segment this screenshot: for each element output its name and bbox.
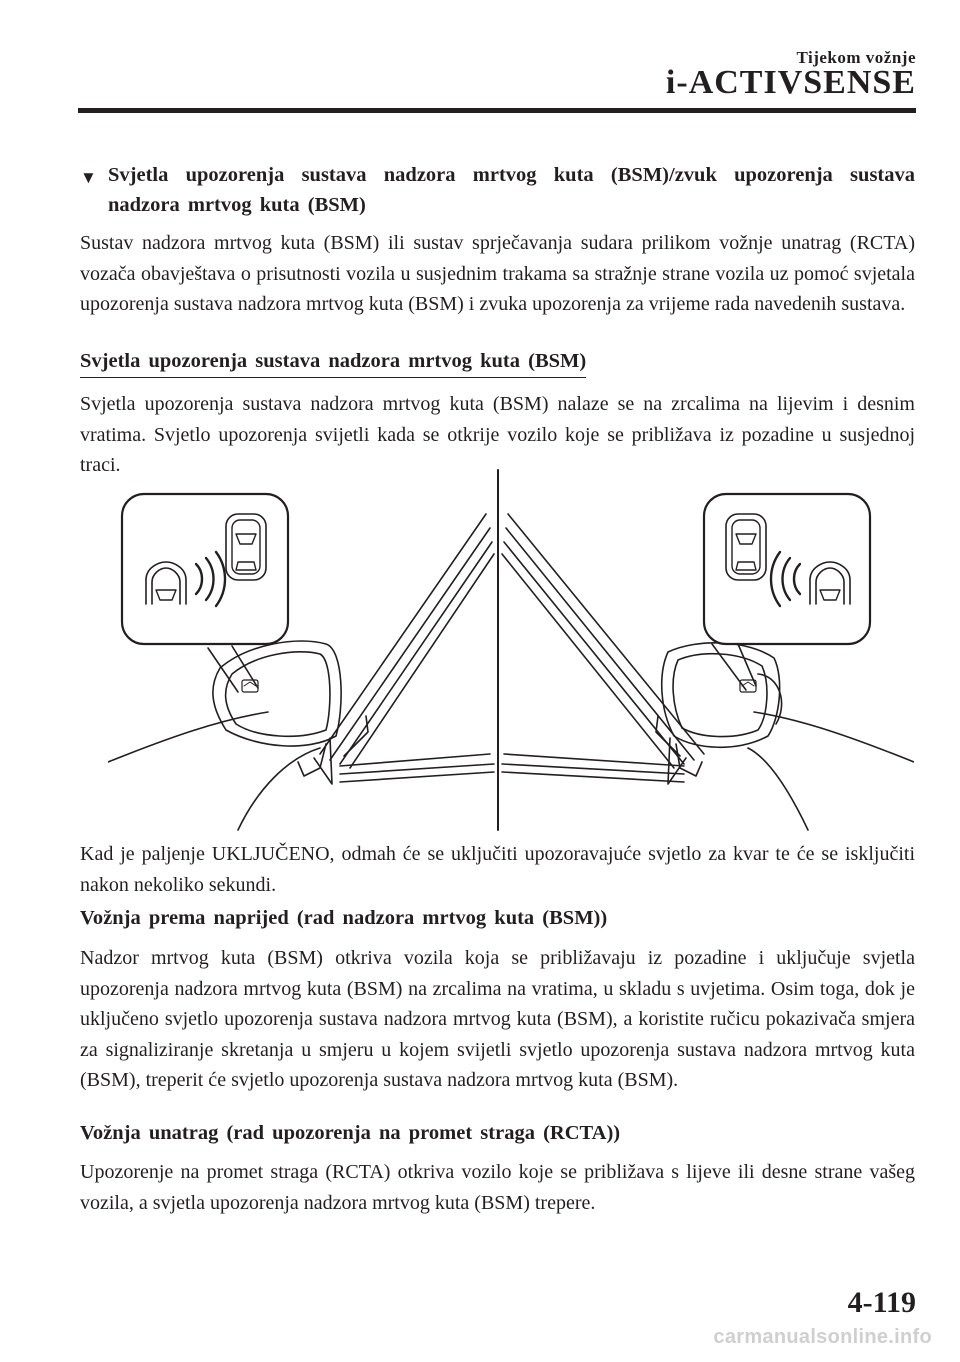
ignition-paragraph: Kad je paljenje UKLJUČENO, odmah će se uključiti upozoravajuće svjetlo za kvar te će se isključiti nakon nekoliko sekundi. (80, 843, 915, 896)
watermark: carmanualsonline.info (713, 1326, 932, 1348)
bsm-mirror-illustration (108, 468, 914, 832)
reverse-heading: Vožnja unatrag (rad upozorenja na promet straga (RCTA)) (80, 1122, 621, 1144)
right-callout (704, 494, 870, 690)
lights-heading: Svjetla upozorenja sustava nadzora mrtvog kuta (BSM) (80, 346, 586, 378)
forward-heading: Vožnja prema naprijed (rad nadzora mrtvog kuta (BSM)) (80, 907, 608, 929)
intro-paragraph: Sustav nadzora mrtvog kuta (BSM) ili sustav sprječavanja sudara prilikom vožnje unatrag (RCTA) vozača obavještava o prisutnosti vozila u susjednim trakama sa stražnje strane vozila uz pomoć svjetala upozorenja sustava nadzora mrtvog kuta (BSM) i zvuka upozorenja za vrijeme rada navedenih sustava. (80, 232, 915, 315)
reverse-paragraph: Upozorenje na promet straga (RCTA) otkriva vozilo koje se približava s lijeve ili desne strane vašeg vozila, a svjetla upozorenja nadzora mrtvog kuta (BSM) trepere. (80, 1161, 915, 1214)
lights-paragraph: Svjetla upozorenja sustava nadzora mrtvog kuta (BSM) nalaze se na zrcalima na lijevim i desnim vratima. Svjetlo upozorenja svijetli kada se otkrije vozilo koje se približava iz pozadine u susjednoj traci. (80, 393, 915, 476)
header-rule (78, 108, 916, 113)
section-heading-text: Svjetla upozorenja sustava nadzora mrtvog kuta (BSM)/zvuk upozorenja sustava nadzora mrtvog kuta (BSM) (108, 164, 915, 216)
chapter-title: i-ACTIVSENSE (665, 64, 916, 101)
left-callout (122, 494, 288, 692)
forward-paragraph: Nadzor mrtvog kuta (BSM) otkriva vozila koja se približavaju iz pozadine i uključuje svjetla upozorenja nadzora mrtvog kuta (BSM) na zrcalima na vratima, u skladu s uvjetima. Osim toga, dok je uključeno svjetlo upozorenja sustava nadzora mrtvog kuta (BSM), a koristite ručicu pokazivača smjera za signaliziranje skretanja u smjeru u kojem svijetli svjetlo upozorenja sustava nadzora mrtvog kuta (BSM), treperit će svjetlo upozorenja sustava nadzora mrtvog kuta (BSM). (80, 947, 915, 1091)
page-number: 4-119 (847, 1286, 916, 1319)
left-door-mirror (213, 641, 341, 784)
chapter-subtitle: Tijekom vožnje (796, 48, 916, 67)
triangle-marker-icon: ▼ (80, 168, 97, 187)
section-heading (80, 160, 915, 220)
